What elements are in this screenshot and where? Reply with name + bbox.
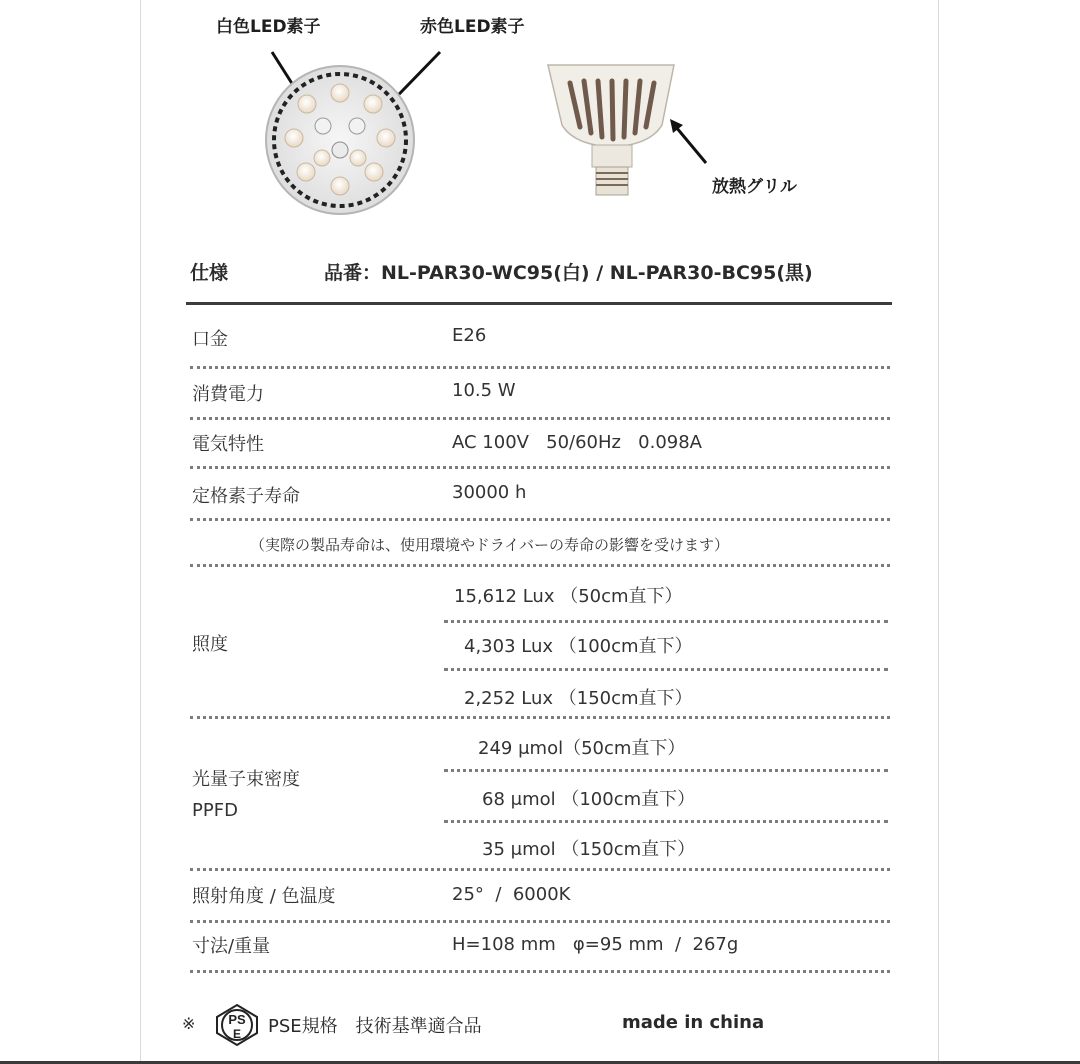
row-base-value: E26 [452,325,487,346]
ppfd-key-line2: PPFD [192,800,238,821]
row-divider [190,564,890,567]
row-divider [190,366,890,369]
illuminance-100cm: 4,303 Lux （100cm直下） [464,636,693,657]
illuminance-50cm: 15,612 Lux （50cm直下） [454,586,683,607]
ppfd-150cm: 35 μmol （150cm直下） [482,839,696,860]
header-rule [186,302,892,305]
footer-mark: ※ [182,1014,196,1033]
row-life-value: 30000 h [452,482,527,503]
row-divider [190,868,890,871]
row-divider [190,518,890,521]
led-side-image [540,55,730,205]
illuminance-key: 照度 [192,634,228,655]
row-power-value: 10.5 W [452,380,516,401]
row-divider [190,716,890,719]
sub-divider [444,769,888,772]
svg-text:PS: PS [228,1012,246,1027]
led-front-image [150,0,570,230]
row-life-key: 定格素子寿命 [192,486,300,507]
pse-text: PSE規格 技術基準適合品 [268,1016,482,1037]
row-power-key: 消費電力 [192,384,264,405]
life-note: （実際の製品寿命は、使用環境やドライバーの寿命の影響を受けます） [250,536,729,554]
angle-key: 照射角度 / 色温度 [192,886,336,907]
row-electric-key: 電気特性 [192,434,264,455]
size-value: H=108 mm φ=95 mm / 267g [452,934,739,955]
spec-header [190,256,890,286]
ppfd-key-line1: 光量子束密度 [192,769,300,790]
size-key: 寸法/重量 [192,936,271,957]
angle-value: 25° / 6000K [452,884,571,905]
pse-logo-icon [212,1002,262,1048]
illuminance-150cm: 2,252 Lux （150cm直下） [464,688,693,709]
row-divider [190,417,890,420]
row-divider [190,970,890,973]
row-divider [190,920,890,923]
row-electric-value: AC 100V 50/60Hz 0.098A [452,432,702,453]
label-heat-grill: 放熱グリル [712,177,797,197]
spec-title: 仕様 [190,262,229,284]
sub-divider [444,668,888,671]
spec-model: 品番：NL-PAR30-WC95(白) / NL-PAR30-BC95(黒) [324,262,813,284]
label-red-led: 赤色LED素子 [420,17,525,37]
sub-divider [444,820,888,823]
row-base-key: 口金 [192,329,228,350]
ppfd-100cm: 68 μmol （100cm直下） [482,789,696,810]
footer [170,1002,930,1046]
frame-left-line [140,0,141,1064]
made-in-china: made in china [622,1012,765,1033]
svg-text:E: E [232,1027,242,1041]
sub-divider [444,620,888,623]
label-white-led: 白色LED素子 [216,17,321,37]
ppfd-50cm: 249 μmol（50cm直下） [478,738,686,759]
row-divider [190,466,890,469]
frame-right-line [938,0,939,1064]
